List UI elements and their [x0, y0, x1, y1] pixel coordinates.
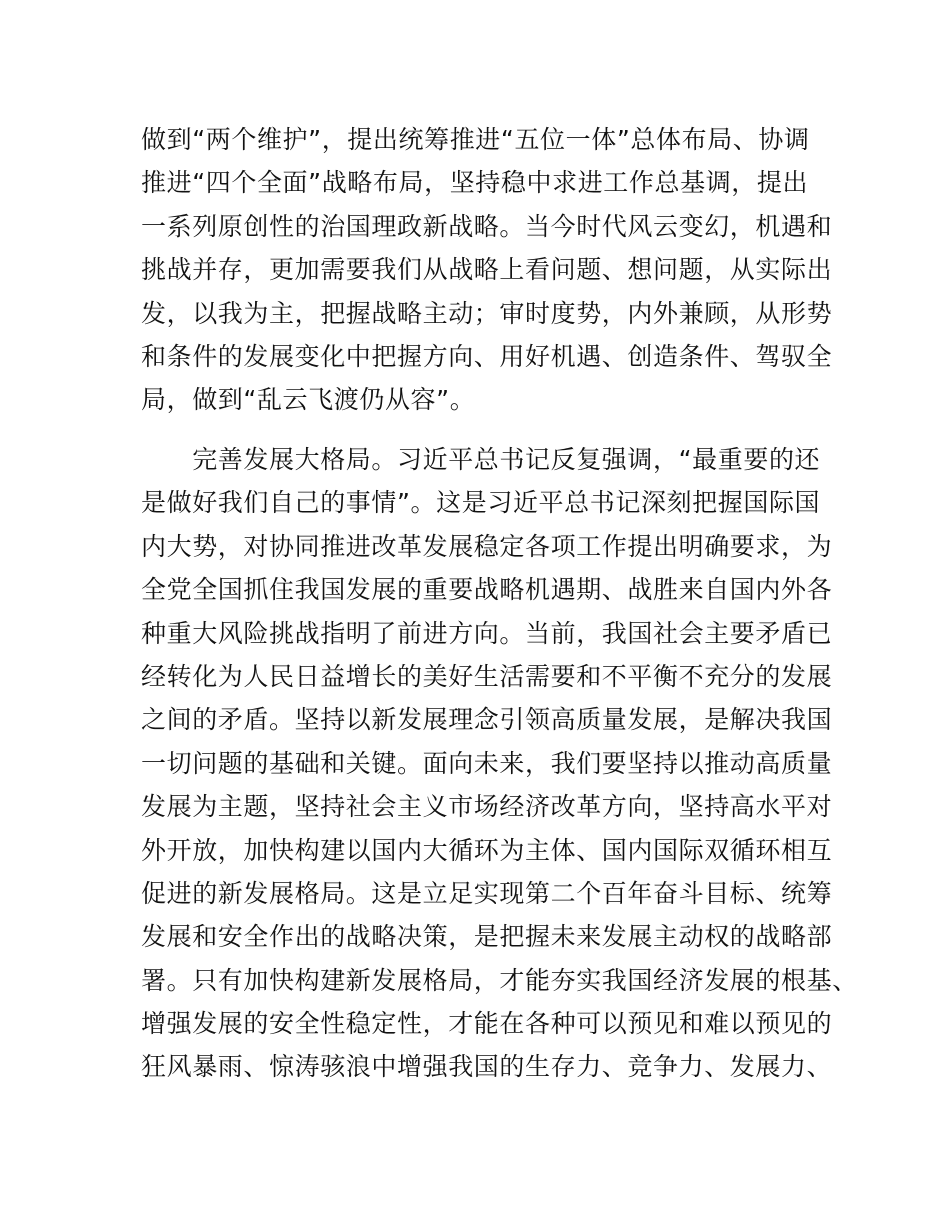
paragraph-2 — [141, 438, 858, 1089]
text-line: 做到“两个维护”，提出统筹推进“五位一体”总体布局、协调 — [141, 125, 810, 154]
text-line: 外开放，加快构建以国内大循环为主体、国内国际双循环相互 — [141, 835, 833, 865]
text-line: 一切问题的基础和关键。面向未来，我们要坚持以推动高质量 — [141, 748, 833, 778]
text-line: 全党全国抓住我国发展的重要战略机遇期、战胜来自国内外各 — [141, 575, 833, 605]
text-line: 促进的新发展格局。这是立足实现第二个百年奋斗目标、统筹 — [141, 878, 833, 908]
text-line: 和条件的发展变化中把握方向、用好机遇、创造条件、驾驭全 — [141, 341, 833, 371]
text-line: 发，以我为主，把握战略主动；审时度势，内外兼顾，从形势 — [141, 298, 833, 328]
text-line: 是做好我们自己的事情”。这是习近平总书记深刻把握国际国 — [141, 488, 821, 518]
text-line: 局，做到“乱云飞渡仍从容”。 — [141, 385, 476, 415]
text-line: 署。只有加快构建新发展格局，才能夯实我国经济发展的根基、 — [141, 965, 858, 995]
text-line: 狂风暴雨、惊涛骇浪中增强我国的生存力、竞争力、发展力、 — [141, 1052, 833, 1082]
text-line: 之间的矛盾。坚持以新发展理念引领高质量发展，是解决我国 — [141, 705, 833, 735]
text-line: 发展为主题，坚持社会主义市场经济改革方向，坚持高水平对 — [141, 792, 833, 822]
paragraph-1 — [141, 118, 833, 422]
text-line: 完善发展大格局。习近平总书记反复强调，“最重要的还 — [141, 445, 821, 474]
text-line: 经转化为人民日益增长的美好生活需要和不平衡不充分的发展 — [141, 661, 833, 691]
text-line: 推进“四个全面”战略布局，坚持稳中求进工作总基调，提出 — [141, 168, 809, 198]
text-line: 挑战并存，更加需要我们从战略上看问题、想问题，从实际出 — [141, 255, 833, 285]
text-line: 内大势，对协同推进改革发展稳定各项工作提出明确要求，为 — [141, 531, 833, 561]
text-line: 增强发展的安全性稳定性，才能在各种可以预见和难以预见的 — [141, 1009, 833, 1039]
text-line: 种重大风险挑战指明了前进方向。当前，我国社会主要矛盾已 — [141, 618, 833, 648]
text-line: 发展和安全作出的战略决策，是把握未来发展主动权的战略部 — [141, 922, 833, 952]
text-line: 一系列原创性的治国理政新战略。当今时代风云变幻，机遇和 — [141, 211, 833, 241]
